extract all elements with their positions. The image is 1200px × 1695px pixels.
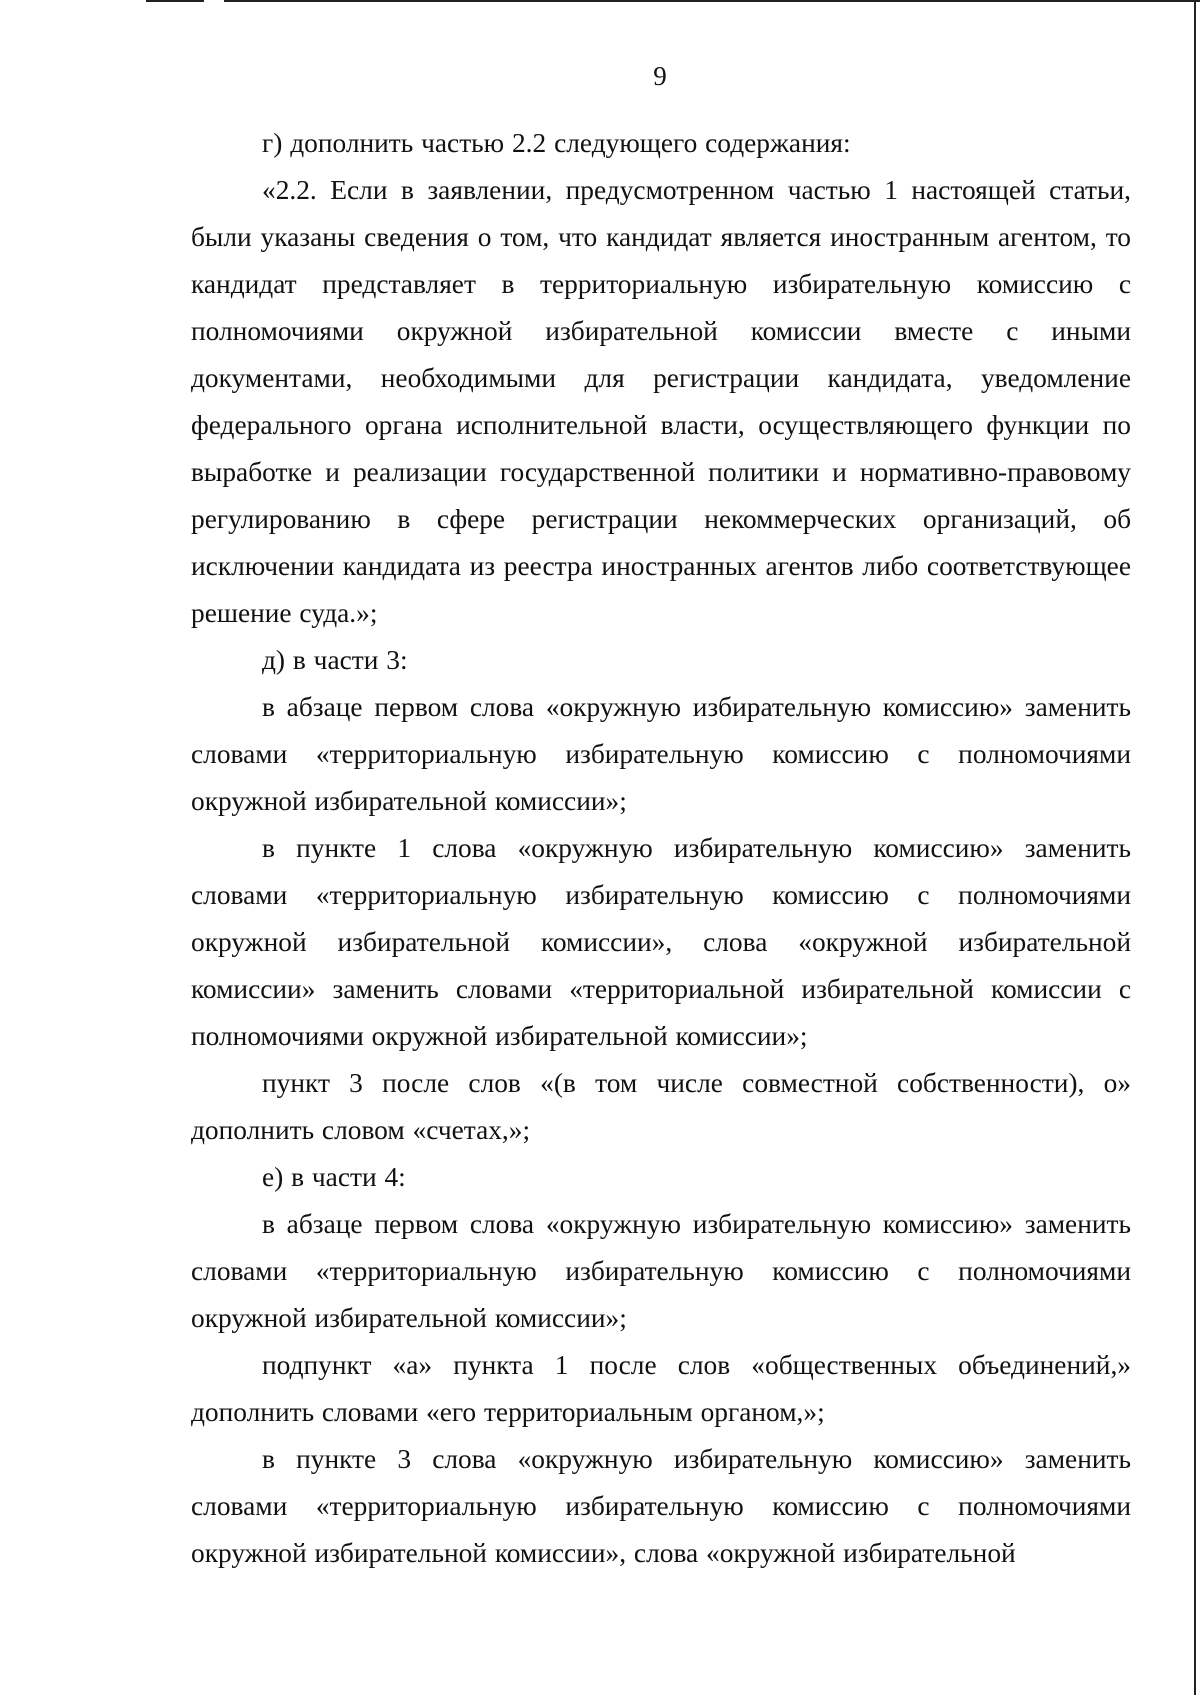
paragraph-e-abzac-1: в абзаце первом слова «окружную избирательную комиссию» заменить словами «территориальную избирательную комиссию с полномочиями окружной избирательной комиссии»;: [191, 1209, 1131, 1333]
document-body: [191, 120, 1131, 1577]
paragraph-item-g: г) дополнить частью 2.2 следующего содержания:: [262, 128, 851, 158]
page-number: 9: [653, 61, 667, 91]
paragraph-d-abzac-1: в абзаце первом слова «окружную избирательную комиссию» заменить словами «территориальную избирательную комиссию с полномочиями окружной избирательной комиссии»;: [191, 692, 1131, 816]
page-right-border: [1194, 0, 1196, 1695]
paragraph-e-podpunkt-a: подпункт «а» пункта 1 после слов «общественных объединений,» дополнить словами «его территориальным органом,»;: [191, 1350, 1131, 1427]
paragraph-part-2-2: «2.2. Если в заявлении, предусмотренном частью 1 настоящей статьи, были указаны сведения о том, что кандидат является иностранным агентом, то кандидат представляет в территориальную избирательную комиссию с полномочиями окружной избирательной комиссии вместе с иными документами, необходимыми для регистрации кандидата, уведомление федерального органа исполнительной власти, осуществляющего функции по выработке и реализации государственной политики и нормативно-правовому регулированию в сфере регистрации некоммерческих организаций, об исключении кандидата из реестра иностранных агентов либо соответствующее решение суда.»;: [191, 175, 1131, 628]
paragraph-e-punkt-3: в пункте 3 слова «окружную избирательную комиссию» заменить словами «территориальную избирательную комиссию с полномочиями окружной избирательной комиссии», слова «окружной избирательной: [191, 1444, 1131, 1568]
paragraph-d-punkt-1: в пункте 1 слова «окружную избирательную комиссию» заменить словами «территориальную избирательную комиссию с полномочиями окружной избирательной комиссии», слова «окружной избирательной комиссии» заменить словами «территориальной избирательной комиссии с полномочиями окружной избирательной комиссии»;: [191, 833, 1131, 1051]
paragraph-item-e: е) в части 4:: [262, 1162, 406, 1192]
paragraph-item-d: д) в части 3:: [262, 645, 408, 675]
top-rule-right: [224, 0, 1200, 2]
top-rule-left: [146, 0, 204, 2]
paragraph-d-punkt-3: пункт 3 после слов «(в том числе совместной собственности), о» дополнить словом «счетах,»;: [191, 1068, 1131, 1145]
